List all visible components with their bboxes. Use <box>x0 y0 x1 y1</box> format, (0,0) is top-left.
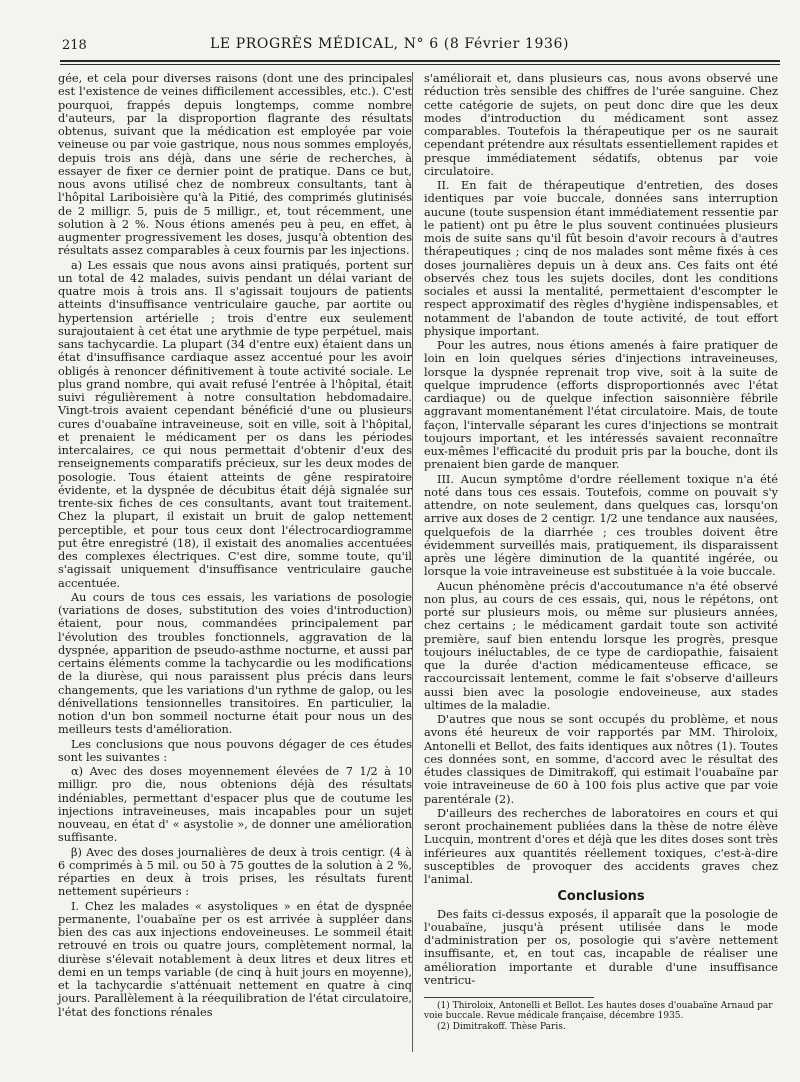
paragraph: a) Les essais que nous avons ainsi pratiqués, portent sur un total de 42 malades, suivis pendant un délai variant de quatre mois à trois ans. Il s'agissait toujours de patients atteints d'insuffisance ventriculaire gauche, par aortite ou hypertension artérielle ; trois d'entre eux seulement surajoutaient à cet état une arythmie de type perpétuel, mais sans tachycardie. La plupart (34 d'entre eux) étaient dans un état d'insuffisance cardiaque assez accentué pour les avoir obligés à renoncer définitivement à toute activité sociale. Le plus grand nombre, qui avait refusé l'entrée à l'hôpital, était suivi régulièrement à notre consultation hebdomadaire. Vingt-trois avaient cependant bénéficié d'une ou plusieurs cures d'ouabaïne intraveineuse, soit en ville, soit à l'hôpital, et prenaient le médicament per os dans les périodes intercalaires, ce qui nous permettait d'obtenir d'eux des renseignements comparatifs précieux, sur les deux modes de posologie. Tous étaient atteints de gêne respiratoire évidente, et la dyspnée de décubitus était déjà signalée sur trente-six fiches de ces consultants, avant tout traitement. Chez la plupart, il existait un bruit de galop nettement perceptible, et pour tous ceux dont l'électrocardiogramme put être enregistré (18), il existait des anomalies accentuées des complexes électriques. C'est dire, somme toute, qu'il s'agissait uniquement d'insuffisance ventriculaire gauche accentuée. <box>58 258 412 590</box>
paragraph: II. En fait de thérapeutique d'entretien, des doses identiques par voie buccale, données sans interruption aucune (toute suspension étant immédiatement ressentie par le patient) ont pu être le plus souvent continuées plusieurs mois de suite sans qu'il fût besoin d'avoir recours à d'autres thérapeutiques ; cinq de nos malades sont même fixés à ces doses journalières depuis un à deux ans. Ces faits ont été observés chez tous les sujets dociles, dont les conditions sociales et aussi la mentalité, permettaient d'escompter le respect approximatif des règles d'hygiène indispensables, et notamment de l'abandon de toute activité, de tout effort physique important. <box>424 179 778 338</box>
paragraph: Pour les autres, nous étions amenés à faire pratiquer de loin en loin quelques séries d'injections intraveineuses, lorsque la dyspnée reprenait trop vive, soit à la suite de quelque imprudence (efforts disproportionnés avec l'état cardiaque) ou de quelque infection saisonnière fébrile aggravant momentanément l'état circulatoire. Mais, de toute façon, l'intervalle séparant les cures d'injections se montrait toujours important, et les intéressés savaient reconnaître eux-mêmes l'efficacité du produit pris par la bouche, dont ils prenaient bien garde de manquer. <box>424 339 778 472</box>
footnotes <box>424 997 773 1032</box>
paragraph: gée, et cela pour diverses raisons (dont une des principales est l'existence de veines difficilement accessibles, etc.). C'est pourquoi, frappés depuis longtemps, comme nombre d'auteurs, par la disproportion flagrante des résultats obtenus, suivant que la médication est employée par voie veineuse ou par voie gastrique, nous nous sommes employés, depuis trois ans déjà, dans une série de recherches, à essayer de fixer ce dernier point de pratique. Dans ce but, nous avons utilisé chez de nombreux consultants, tant à l'hôpital Lariboisière qu'à la Pitié, des comprimés glutinisés de 2 milligr. 5, puis de 5 milligr., et, tout récemment, une solution à 2 %. Nous étions amenés peu à peu, en effet, à augmenter progressivement les doses, jusqu'à obtention des résultats assez comparables à ceux fournis par les injections. <box>58 72 412 258</box>
paragraph: III. Aucun symptôme d'ordre réellement toxique n'a été noté dans tous ces essais. Toutefois, comme on pouvait s'y attendre, on note seulement, dans quelques cas, lorsqu'on arrive aux doses de 2 centigr. 1/2 une tendance aux nausées, quelquefois de la diarrhée ; ces troubles doivent être évidemment surveillés mais, pratiquement, ils disparaissent après une légère diminution de la quantité ingérée, ou lorsque la voie intraveineuse est substituée à la voie buccale. <box>424 472 778 579</box>
paragraph: Les conclusions que nous pouvons dégager de ces études sont les suivantes : <box>58 737 412 764</box>
footnote: (1) Thiroloix, Antonelli et Bellot. Les hautes doses d'ouabaïne Arnaud par voie buccale. Revue médicale française, décembre 1935. <box>424 1001 773 1021</box>
footnote: (2) Dimitrakoff. Thèse Paris. <box>437 1022 566 1032</box>
paragraph: D'ailleurs des recherches de laboratoires en cours et qui seront prochainement publiées dans la thèse de notre élève Lucquin, montrent d'ores et déjà que les dites doses sont très inférieures aux quantités réellement toxiques, c'est-à-dire susceptibles de provoquer des accidents graves chez l'animal. <box>424 806 778 886</box>
paragraph: D'autres que nous se sont occupés du problème, et nous avons été heureux de voir rapportés par MM. Thiroloix, Antonelli et Bellot, des faits identiques aux nôtres (1). Toutes ces données sont, en somme, d'accord avec le résultat des études classiques de Dimitrakoff, qui estimait l'ouabaïne par voie intraveineuse de 60 à 100 fois plus active que par voie parentérale (2). <box>424 713 778 806</box>
column-divider <box>412 72 413 1052</box>
left-column <box>58 72 412 1020</box>
page-number: 218 <box>62 38 87 53</box>
header-rule <box>60 60 780 62</box>
conclusions-heading: Conclusions <box>557 889 645 905</box>
paragraph: α) Avec des doses moyennement élevées de 7 1/2 à 10 milligr. pro die, nous obtenions déjà des résultats indéniables, permettant d'espacer plus que de coutume les injections intraveineuses, mais incapables pour un sujet nouveau, en état d' « asystolie », de donner une amélioration suffisante. <box>58 765 412 845</box>
paragraph: β) Avec des doses journalières de deux à trois centigr. (4 à 6 comprimés à 5 mil. ou 50 à 75 gouttes de la solution à 2 %, réparties en deux à trois prises, les résultats furent nettement supérieurs : <box>58 845 412 899</box>
paragraph: I. Chez les malades « asystoliques » en état de dyspnée permanente, l'ouabaïne per os est arrivée à suppléer dans bien des cas aux injections endoveineuses. Le sommeil était retrouvé en trois ou quatre jours, complètement normal, la diurèse s'élevait notablement à deux litres et deux litres et demi en un temps variable (de cinq à huit jours en moyenne), et la tachycardie s'atténuait nettement en quatre à cinq jours. Parallèlement à la réequilibration de l'état circulatoire, l'état des fonctions rénales <box>58 899 412 1019</box>
header-rule-thin <box>60 64 780 65</box>
paragraph: Aucun phénomène précis d'accoutumance n'a été observé non plus, au cours de ces essais, qui, nous le répétons, ont porté sur plusieurs mois, ou même sur plusieurs années, chez certains ; le médicament gardait toute son activité première, sauf bien entendu lorsque les progrès, presque toujours inéluctables, de ce type de cardiopathie, faisaient que la durée d'action médicamenteuse efficace, se raccourcissait lentement, comme le fait s'observe d'ailleurs aussi bien avec la posologie endoveineuse, aux stades ultimes de la maladie. <box>424 579 778 712</box>
running-head: LE PROGRÈS MÉDICAL, N° 6 (8 Février 1936) <box>210 36 570 52</box>
paragraph: Des faits ci-dessus exposés, il apparaît que la posologie de l'ouabaïne, jusqu'à présent utilisée dans le mode d'administration per os, posologie qui s'avère nettement insuffisante, et, en tout cas, incapable de réaliser une amélioration importante et durable d'une insuffisance ventricu- <box>424 907 778 987</box>
paragraph: s'améliorait et, dans plusieurs cas, nous avons observé une réduction très sensible des chiffres de l'urée sanguine. Chez cette catégorie de sujets, on peut donc dire que les deux modes d'introduction du médicament sont assez comparables. Toutefois la thérapeutique per os ne saurait cependant prétendre aux résultats essentiellement rapides et presque immédiatement sédatifs, obtenus par voie circulatoire. <box>424 72 778 178</box>
paragraph: Au cours de tous ces essais, les variations de posologie (variations de doses, substitution des voies d'introduction) étaient, pour nous, commandées principalement par l'évolution des troubles fonctionnels, aggravation de la dyspnée, apparition de pseudo-asthme nocturne, et aussi par certains éléments comme la tachycardie ou les modifications de la diurèse, qui nous paraissent plus précis dans leurs changements, que les variations d'un rythme de galop, ou les dénivellations tensionnelles transitoires. En particulier, la notion d'un bon sommeil nocturne était pour nous un des meilleurs tests d'amélioration. <box>58 590 412 737</box>
right-column <box>424 72 778 1033</box>
